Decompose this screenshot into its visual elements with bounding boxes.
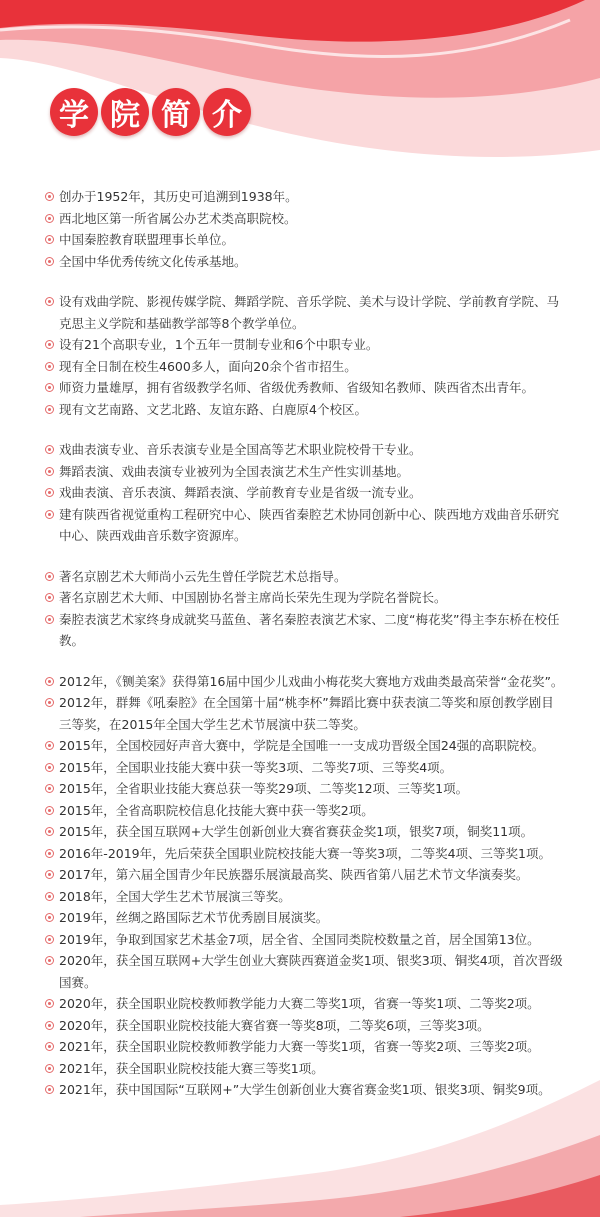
bullet-icon (45, 1085, 54, 1094)
item-text: 著名京剧艺术大师尚小云先生曾任学院艺术总指导。 (59, 568, 347, 584)
item-text: 2015年，全省职业技能大赛总获一等奖29项、二等奖12项、三等奖1项。 (59, 781, 469, 796)
bullet-icon (45, 340, 54, 349)
list-item (45, 1036, 565, 1058)
item-text: 中国秦腔教育联盟理事长单位。 (59, 232, 235, 247)
list-item (45, 609, 565, 652)
bullet-icon (45, 192, 54, 201)
bullet-icon (45, 741, 54, 750)
item-text: 创办于1952年，其历史可追溯到1938年。 (59, 189, 298, 204)
intro-content (45, 186, 565, 1120)
item-text: 2020年，获全国职业院校教师教学能力大赛二等奖1项，省赛一等奖1项、二等奖2项。 (59, 996, 540, 1011)
list-item (45, 1058, 565, 1080)
list-item (45, 208, 565, 230)
bullet-icon (45, 235, 54, 244)
bullet-icon (45, 677, 54, 686)
bullet-icon (45, 445, 54, 454)
item-text: 2021年，获中国国际“互联网+”大学生创新创业大赛省赛金奖1项、银奖3项、铜奖9项。 (59, 1082, 551, 1097)
item-text: 2012年，《铡美案》获得第16届中国少儿戏曲小梅花奖大赛地方戏曲类最高荣誉“金花奖”。 (59, 673, 564, 689)
item-text: 西北地区第一所省属公办艺术类高职院校。 (59, 210, 297, 226)
list-item (45, 821, 565, 843)
item-text: 建有陕西省视觉重构工程研究中心、陕西省秦腔艺术协同创新中心、陕西地方戏曲音乐研究中心、陕西戏曲音乐数字资源库。 (59, 506, 560, 543)
bullet-icon (45, 956, 54, 965)
organization-group (45, 291, 565, 420)
bullet-icon (45, 1042, 54, 1051)
item-text: 2020年，获全国互联网+大学生创业大赛陕西赛道金奖1项、银奖3项、铜奖4项，首次晋级国赛。 (59, 953, 563, 990)
list-item (45, 482, 565, 504)
title-char: 介 (203, 88, 251, 136)
item-text: 2016年-2019年，先后荣获全国职业院校技能大赛一等奖3项，二等奖4项、三等奖1项。 (59, 845, 551, 861)
title-char: 简 (152, 88, 200, 136)
list-item (45, 864, 565, 886)
item-text: 2015年，获全国互联网+大学生创新创业大赛省赛获金奖1项，银奖7项，铜奖11项。 (59, 824, 534, 839)
item-text: 2018年，全国大学生艺术节展演三等奖。 (59, 888, 291, 904)
list-item (45, 993, 565, 1015)
item-text: 著名京剧艺术大师、中国剧协名誉主席尚长荣先生现为学院名誉院长。 (59, 590, 447, 605)
list-item (45, 800, 565, 822)
bullet-icon (45, 870, 54, 879)
list-item (45, 587, 565, 609)
item-text: 戏曲表演、音乐表演、舞蹈表演、学前教育专业是省级一流专业。 (59, 485, 422, 500)
list-item (45, 439, 565, 461)
title-char: 院 (101, 88, 149, 136)
list-item (45, 461, 565, 483)
bullet-icon (45, 615, 54, 624)
bullet-icon (45, 784, 54, 793)
faculty-group (45, 566, 565, 652)
list-item (45, 929, 565, 951)
bullet-icon (45, 467, 54, 476)
bullet-icon (45, 698, 54, 707)
item-text: 2021年，获全国职业院校技能大赛三等奖1项。 (59, 1060, 324, 1076)
list-item (45, 671, 565, 693)
list-item (45, 566, 565, 588)
bullet-icon (45, 510, 54, 519)
list-item (45, 186, 565, 208)
section-title (50, 88, 251, 136)
bullet-icon (45, 593, 54, 602)
bullet-icon (45, 913, 54, 922)
bullet-icon (45, 827, 54, 836)
list-item (45, 229, 565, 251)
item-text: 2012年，群舞《吼秦腔》在全国第十届“桃李杯”舞蹈比赛中获表演二等奖和原创教学剧目三等奖，在2015年全国大学生艺术节展演中获二等奖。 (59, 695, 554, 732)
item-text: 现有文艺南路、文艺北路、友谊东路、白鹿原4个校区。 (59, 401, 367, 417)
item-text: 2021年，获全国职业院校教师教学能力大赛一等奖1项，省赛一等奖2项、三等奖2项。 (59, 1039, 540, 1054)
bullet-icon (45, 849, 54, 858)
list-item (45, 377, 565, 399)
list-item (45, 778, 565, 800)
list-item (45, 950, 565, 993)
bullet-icon (45, 383, 54, 392)
list-item (45, 356, 565, 378)
list-item (45, 291, 565, 334)
bullet-icon (45, 405, 54, 414)
bullet-icon (45, 257, 54, 266)
item-text: 秦腔表演艺术家终身成就奖马蓝鱼、著名秦腔表演艺术家、二度“梅花奖”得主李东桥在校任教。 (59, 611, 560, 648)
bullet-icon (45, 892, 54, 901)
list-item (45, 251, 565, 273)
item-text: 2020年，获全国职业院校技能大赛省赛一等奖8项，二等奖6项，三等奖3项。 (59, 1017, 490, 1033)
bullet-icon (45, 1064, 54, 1073)
item-text: 全国中华优秀传统文化传承基地。 (59, 253, 247, 269)
item-text: 师资力量雄厚，拥有省级教学名师、省级优秀教师、省级知名教师、陕西省杰出青年。 (59, 380, 535, 395)
list-item (45, 334, 565, 356)
bullet-icon (45, 1021, 54, 1030)
list-item (45, 907, 565, 929)
item-text: 设有戏曲学院、影视传媒学院、舞蹈学院、音乐学院、美术与设计学院、学前教育学院、马克思主义学院和基础教学部等8个教学单位。 (59, 294, 560, 331)
list-item (45, 504, 565, 547)
list-item (45, 692, 565, 735)
item-text: 2015年，全省高职院校信息化技能大赛中获一等奖2项。 (59, 802, 374, 818)
bullet-icon (45, 999, 54, 1008)
bullet-icon (45, 362, 54, 371)
list-item (45, 735, 565, 757)
list-item (45, 1015, 565, 1037)
bullet-icon (45, 935, 54, 944)
list-item (45, 843, 565, 865)
item-text: 现有全日制在校生4600多人，面向20余个省市招生。 (59, 358, 357, 374)
list-item (45, 757, 565, 779)
title-char: 学 (50, 88, 98, 136)
list-item (45, 399, 565, 421)
bullet-icon (45, 214, 54, 223)
item-text: 舞蹈表演、戏曲表演专业被列为全国表演艺术生产性实训基地。 (59, 463, 410, 479)
list-item (45, 1079, 565, 1101)
basic-info-group (45, 186, 565, 272)
item-text: 2015年，全国职业技能大赛中获一等奖3项、二等奖7项、三等奖4项。 (59, 759, 453, 775)
majors-group (45, 439, 565, 547)
bullet-icon (45, 572, 54, 581)
bullet-icon (45, 488, 54, 497)
bullet-icon (45, 297, 54, 306)
item-text: 2019年，丝绸之路国际艺术节优秀剧目展演奖。 (59, 910, 329, 925)
item-text: 戏曲表演专业、音乐表演专业是全国高等艺术职业院校骨干专业。 (59, 442, 422, 457)
bullet-icon (45, 763, 54, 772)
item-text: 2017年，第六届全国青少年民族器乐展演最高奖、陕西省第八届艺术节文华演奏奖。 (59, 867, 529, 882)
list-item (45, 886, 565, 908)
item-text: 设有21个高职专业，1个五年一贯制专业和6个中职专业。 (59, 337, 379, 352)
item-text: 2019年，争取到国家艺术基金7项，居全省、全国同类院校数量之首，居全国第13位。 (59, 931, 540, 947)
awards-group (45, 671, 565, 1101)
bullet-icon (45, 806, 54, 815)
item-text: 2015年，全国校园好声音大赛中，学院是全国唯一一支成功晋级全国24强的高职院校。 (59, 738, 545, 753)
